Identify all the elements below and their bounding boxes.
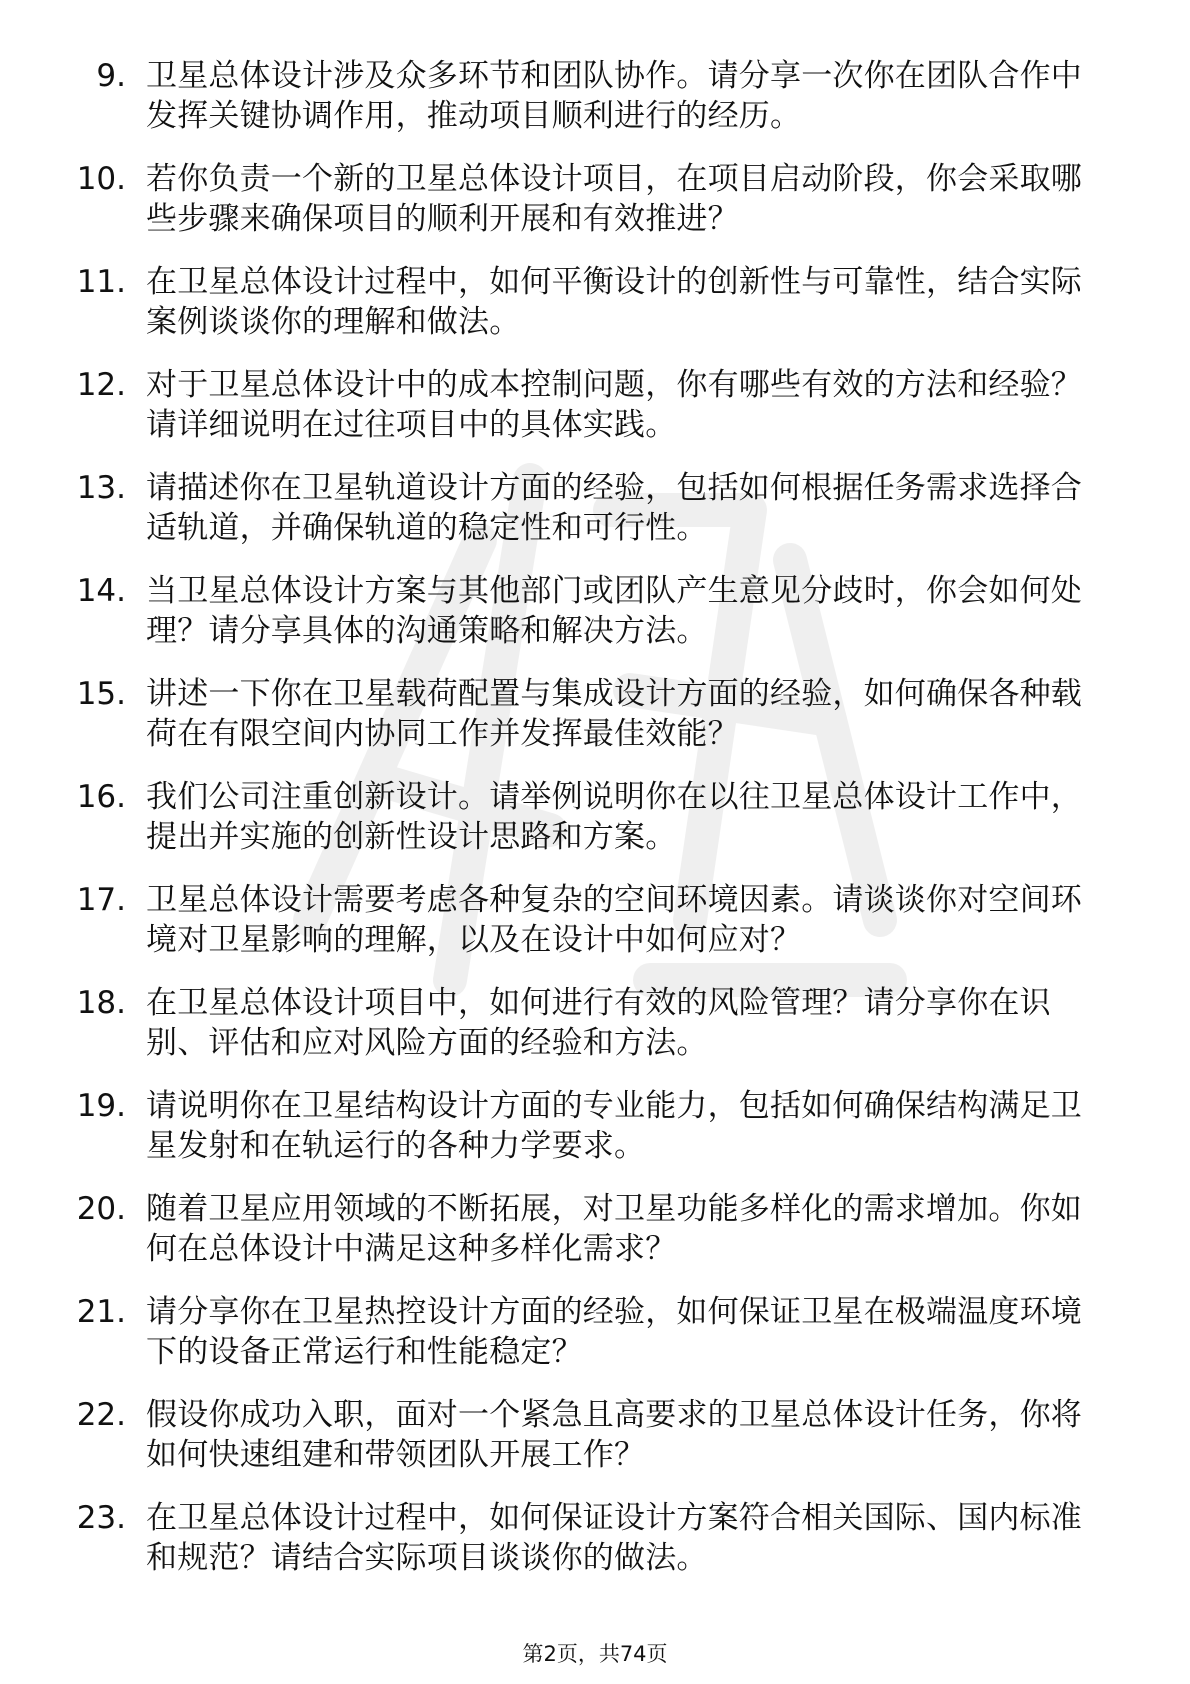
question-text: 在卫星总体设计过程中，如何保证设计方案符合相关国际、国内标准和规范？请结合实际项目谈谈你的做法。 — [146, 1500, 1082, 1576]
question-number: 17. — [76, 882, 126, 918]
question-text: 请分享你在卫星热控设计方面的经验，如何保证卫星在极端温度环境下的设备正常运行和性能稳定？ — [146, 1294, 1082, 1370]
list-item — [52, 1189, 1112, 1292]
question-number: 22. — [76, 1397, 126, 1433]
question-number: 10. — [76, 161, 126, 197]
list-item — [52, 983, 1112, 1086]
question-text: 随着卫星应用领域的不断拓展，对卫星功能多样化的需求增加。你如何在总体设计中满足这种多样化需求？ — [146, 1191, 1082, 1267]
question-text: 请说明你在卫星结构设计方面的专业能力，包括如何确保结构满足卫星发射和在轨运行的各种力学要求。 — [146, 1088, 1082, 1164]
question-text: 我们公司注重创新设计。请举例说明你在以往卫星总体设计工作中，提出并实施的创新性设计思路和方案。 — [146, 779, 1082, 855]
question-text: 卫星总体设计涉及众多环节和团队协作。请分享一次你在团队合作中发挥关键协调作用，推动项目顺利进行的经历。 — [146, 58, 1082, 134]
page-footer — [0, 1640, 1190, 1668]
list-item — [52, 777, 1112, 880]
question-text: 当卫星总体设计方案与其他部门或团队产生意见分歧时，你会如何处理？请分享具体的沟通策略和解决方法。 — [146, 573, 1082, 649]
list-item — [52, 468, 1112, 571]
list-item — [52, 1498, 1112, 1601]
question-list — [52, 56, 1112, 1601]
list-item — [52, 56, 1112, 159]
question-number: 9. — [96, 58, 126, 94]
question-number: 15. — [76, 676, 126, 712]
question-text: 假设你成功入职，面对一个紧急且高要求的卫星总体设计任务，你将如何快速组建和带领团队开展工作？ — [146, 1397, 1082, 1473]
page-number-label: 第2页，共74页 — [522, 1642, 668, 1666]
list-item — [52, 880, 1112, 983]
list-item — [52, 1292, 1112, 1395]
question-number: 20. — [76, 1191, 126, 1227]
question-number: 21. — [76, 1294, 126, 1330]
question-number: 16. — [76, 779, 126, 815]
question-number: 12. — [76, 367, 126, 403]
list-item — [52, 365, 1112, 468]
list-item — [52, 674, 1112, 777]
question-number: 18. — [76, 985, 126, 1021]
question-number: 13. — [76, 470, 126, 506]
question-text: 讲述一下你在卫星载荷配置与集成设计方面的经验，如何确保各种载荷在有限空间内协同工作并发挥最佳效能？ — [146, 676, 1082, 752]
list-item — [52, 159, 1112, 262]
list-item — [52, 262, 1112, 365]
question-text: 在卫星总体设计过程中，如何平衡设计的创新性与可靠性，结合实际案例谈谈你的理解和做法。 — [146, 264, 1082, 340]
list-item — [52, 1395, 1112, 1498]
question-number: 23. — [76, 1500, 126, 1536]
question-number: 11. — [76, 264, 126, 300]
question-text: 在卫星总体设计项目中，如何进行有效的风险管理？请分享你在识别、评估和应对风险方面的经验和方法。 — [146, 985, 1051, 1061]
question-number: 19. — [76, 1088, 126, 1124]
question-text: 卫星总体设计需要考虑各种复杂的空间环境因素。请谈谈你对空间环境对卫星影响的理解，以及在设计中如何应对？ — [146, 882, 1082, 958]
list-item — [52, 1086, 1112, 1189]
question-text: 请描述你在卫星轨道设计方面的经验，包括如何根据任务需求选择合适轨道，并确保轨道的稳定性和可行性。 — [146, 470, 1082, 546]
question-text: 若你负责一个新的卫星总体设计项目，在项目启动阶段，你会采取哪些步骤来确保项目的顺利开展和有效推进？ — [146, 161, 1082, 237]
question-text: 对于卫星总体设计中的成本控制问题，你有哪些有效的方法和经验？请详细说明在过往项目中的具体实践。 — [146, 367, 1082, 443]
question-number: 14. — [76, 573, 126, 609]
list-item — [52, 571, 1112, 674]
